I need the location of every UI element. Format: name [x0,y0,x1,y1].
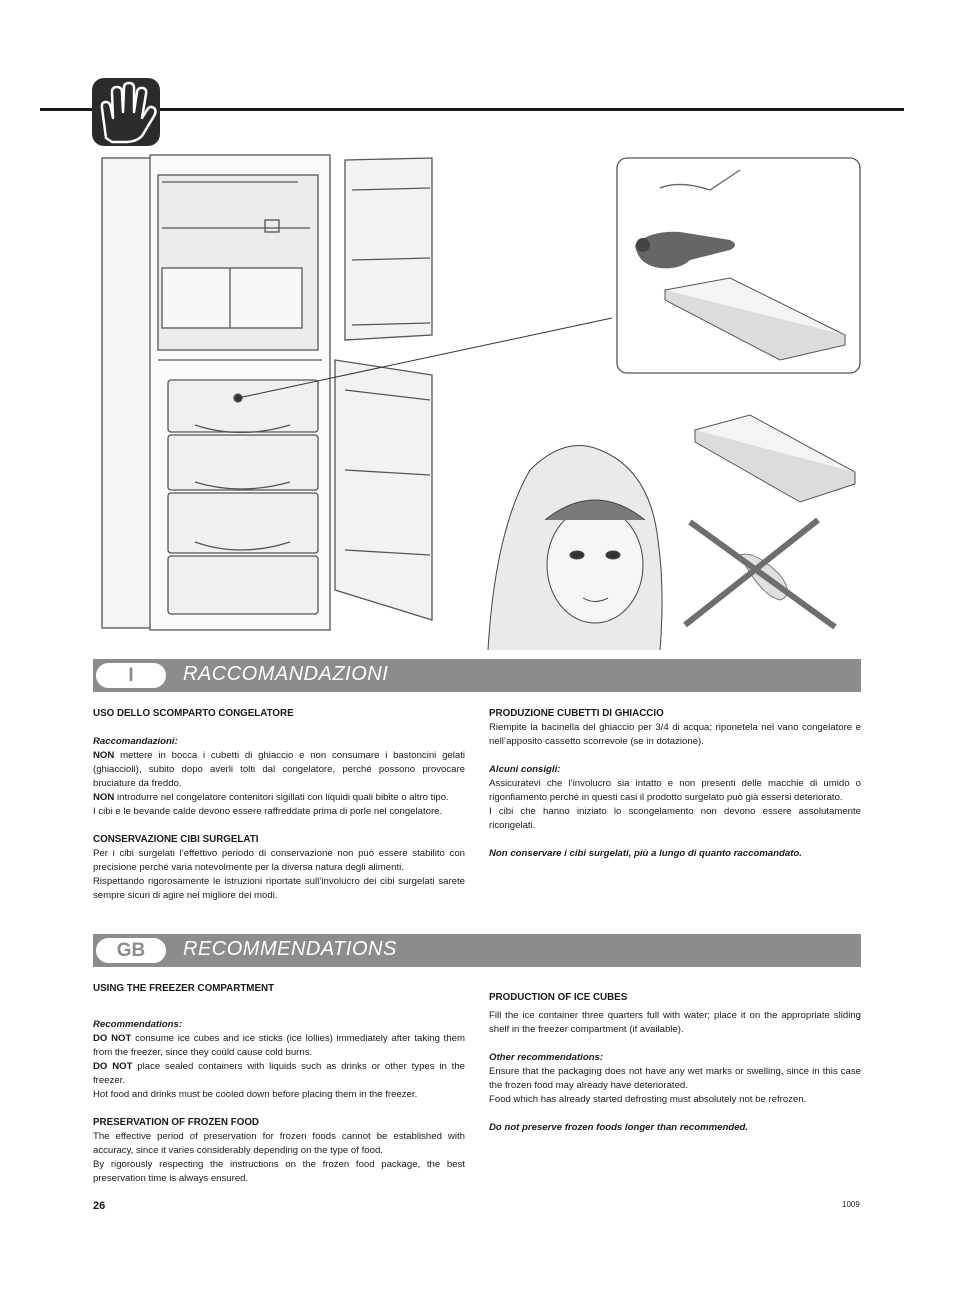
it-heading-freezer-use: USO DELLO SCOMPARTO CONGELATORE [93,708,294,719]
it-heading-ice-cubes: PRODUZIONE CUBETTI DI GHIACCIO [489,708,664,719]
it-paragraph-5: Rispettando rigorosamente le istruzioni riportate sull’involucro dei cibi surgelati sarete sempre sicuri di agire nel migliore dei modi. [93,876,465,901]
it-paragraph-3: I cibi e le bevande calde devono essere raffreddate prima di porle nel congelatore. [93,806,443,817]
it-note: Non conservare i cibi surgelati, più a lungo di quanto raccomandato. [489,848,802,859]
gb-right-column [489,991,861,1135]
section-title-gb: RECOMMENDATIONS [183,938,397,960]
ice-tray-icon-2 [695,415,855,502]
it-heading-frozen-food: CONSERVAZIONE CIBI SURGELATI [93,834,259,845]
it-sub-advice: Alcuni consigli: [489,764,561,775]
refrigerator-illustration [102,155,432,630]
it-paragraph-1: NON mettere in bocca i cubetti di ghiaccio e non consumare i bastoncini gelati (ghiaccioli), subito dopo averli tolti dal congelatore, perché possono provocare bruciature da freddo. [93,750,465,789]
section-title-it: RACCOMANDAZIONI [183,663,389,685]
page-number: 26 [93,1200,106,1212]
hand-warning-icon [92,78,160,146]
it-paragraph-4: Per i cibi surgelati l’effettivo periodo di conservazione non può essere stabilito con precisione perché varia notevolmente per la diversa natura degli alimenti. [93,848,465,873]
gb-sub-recommendations: Recommendations: [93,1019,183,1030]
freezer-safety-illustration [90,150,870,655]
child-portrait [488,446,662,651]
it-paragraph-ice: Riempite la bacinella del ghiaccio per 3/4 di acqua; riponetela nel vano congelatore e nell’apposito cassetto scorrevole (se in dotazione). [489,722,861,747]
header-rule [40,108,904,111]
language-badge-gb: GB [96,938,166,963]
gb-heading-ice-cubes: PRODUCTION OF ICE CUBES [489,992,628,1003]
gb-paragraph-1: DO NOT consume ice cubes and ice sticks (ice lollies) immediately after taking them from the freezer, since they could cause cold burns. [93,1033,465,1058]
gb-left-column [93,982,465,1186]
prohibited-ice-lolly-icon [685,520,835,627]
gb-paragraph-3: Hot food and drinks must be cooled down before placing them in the freezer. [93,1089,418,1100]
it-paragraph-advice-1: Assicuratevi che l’involucro sia intatto e non presenti delle macchie di umido o rigonfiamento perché in questi casi il prodotto surgelato può già essersi deteriorato. [489,778,861,803]
gb-paragraph-other-2: Food which has already started defrosting must absolutely not be refrozen. [489,1094,807,1105]
gb-paragraph-ice: Fill the ice container three quarters full with water; place it on the appropriate sliding shelf in the freezer compartment (if available). [489,1010,861,1035]
gb-paragraph-2: DO NOT place sealed containers with liquids such as drinks or other types in the freezer. [93,1061,465,1086]
gb-heading-frozen-food: PRESERVATION OF FROZEN FOOD [93,1117,260,1128]
section-banner-it [93,659,861,692]
it-right-column [489,707,861,861]
it-left-column [93,707,465,903]
it-paragraph-2: NON introdurre nel congelatore contenitori sigillati con liquidi quali bibite o altro tipo. [93,792,449,803]
language-badge-it: I [96,663,166,688]
document-code: 1009 [842,1200,860,1209]
gb-heading-freezer-use: USING THE FREEZER COMPARTMENT [93,983,275,994]
gb-paragraph-4: The effective period of preservation for frozen foods cannot be established with accuracy, since it varies considerably depending on the type of food. [93,1131,465,1156]
gb-note: Do not preserve frozen foods longer than recommended. [489,1122,749,1133]
gb-sub-other: Other recommendations: [489,1052,604,1063]
gb-paragraph-5: By rigorously respecting the instructions on the frozen food package, the best preservation time is always ensured. [93,1159,465,1184]
it-paragraph-advice-2: I cibi che hanno iniziato lo scongelamento non devono essere assolutamente ricongelati. [489,806,861,831]
it-sub-recommendations: Raccomandazioni: [93,736,178,747]
gb-paragraph-other-1: Ensure that the packaging does not have any wet marks or swelling, since in this case the frozen food may already have deteriorated. [489,1066,861,1091]
section-banner-gb [93,934,861,967]
